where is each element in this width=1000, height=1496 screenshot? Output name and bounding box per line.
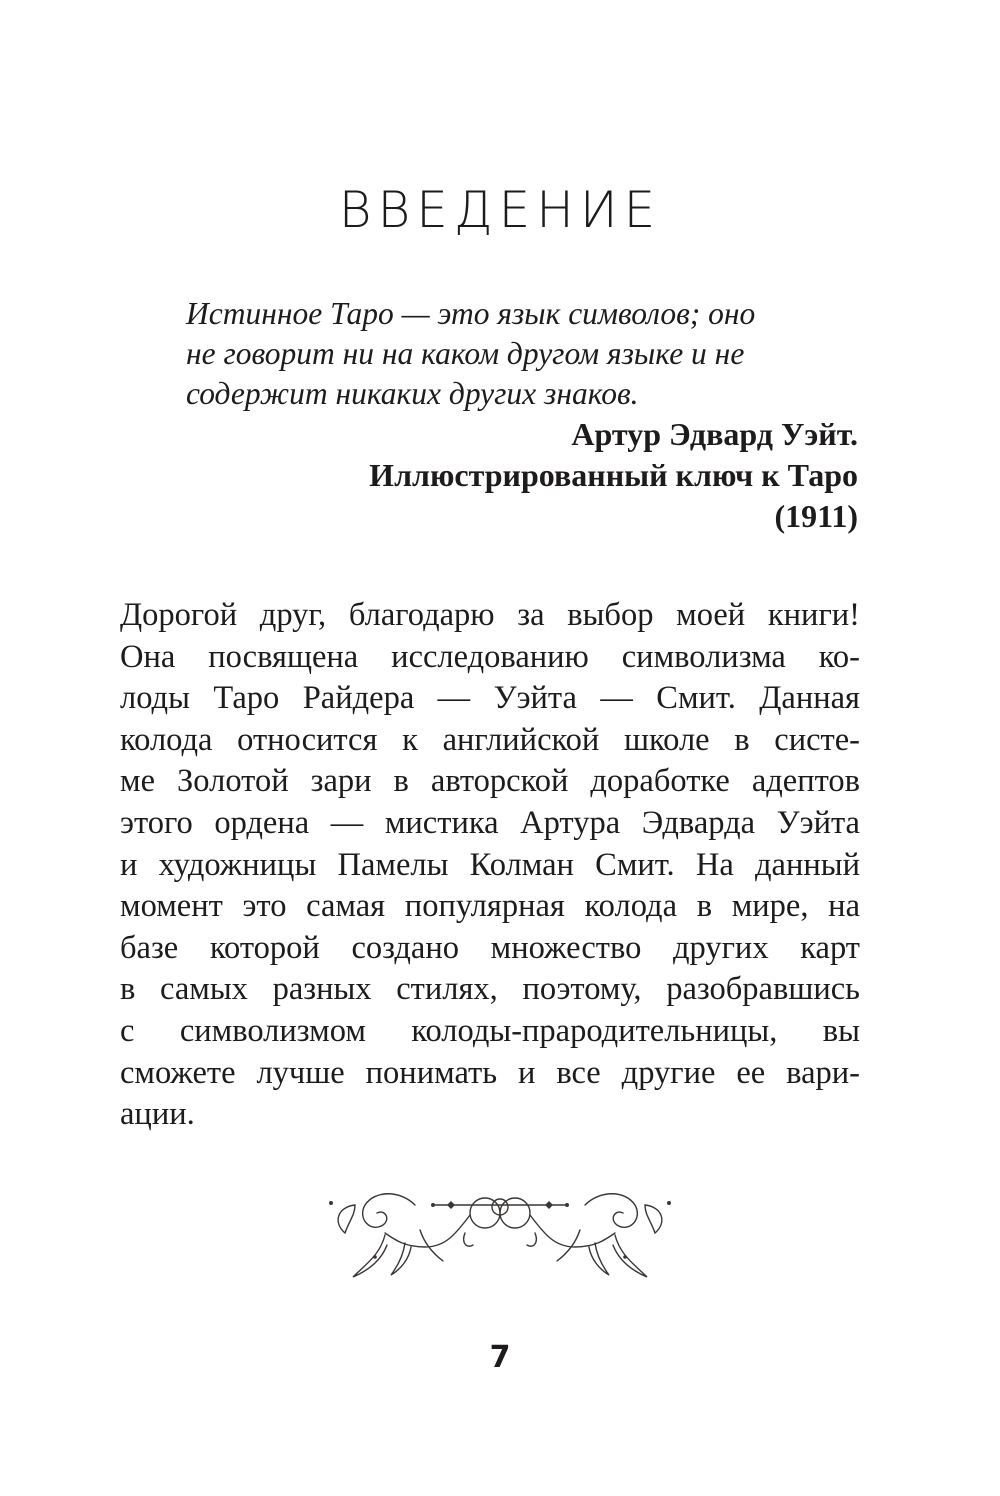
body-line: с символизмом колоды-прародительницы, вы: [120, 1012, 860, 1049]
body-line: сможете лучше понимать и все другие ее вари-: [120, 1054, 860, 1091]
floral-scroll-ornament-icon: [325, 1185, 675, 1285]
body-paragraph: [120, 595, 860, 1136]
epigraph-line: Истинное Таро — это язык символов; оно: [186, 296, 756, 331]
epigraph-attribution: [186, 414, 858, 537]
epigraph-quote: [186, 294, 858, 414]
chapter-title: ВВЕДЕНИЕ: [338, 181, 662, 239]
body-line: ации.: [120, 1096, 195, 1133]
body-line: лоды Таро Райдера — Уэйта — Смит. Данная: [120, 680, 860, 717]
body-line: и художницы Памелы Колман Смит. На данный: [120, 846, 860, 883]
body-line: в самых разных стилях, поэтому, разобравшись: [120, 971, 860, 1008]
body-line: Дорогой друг, благодарю за выбор моей книги!: [120, 597, 860, 633]
attribution-author: Артур Эдвард Уэйт.: [571, 416, 858, 452]
attribution-work: Иллюстрированный ключ к Таро: [369, 457, 858, 493]
body-line: колода относится к английской школе в систе-: [120, 721, 860, 758]
body-line: ме Золотой зари в авторской доработке адептов: [120, 763, 860, 800]
body-line: этого ордена — мистика Артура Эдварда Уэйта: [120, 804, 860, 841]
body-line: момент это самая популярная колода в мире, на: [120, 888, 860, 925]
epigraph-line: не говорит ни на каком другом языке и не: [186, 336, 745, 371]
body-line: базе которой создано множество других карт: [120, 929, 860, 966]
attribution-year: (1911): [774, 498, 858, 534]
epigraph-line: содержит никаких других знаков.: [186, 376, 639, 411]
page-number: 7: [489, 1340, 511, 1375]
body-line: Она посвящена исследованию символизма ко-: [120, 638, 860, 675]
